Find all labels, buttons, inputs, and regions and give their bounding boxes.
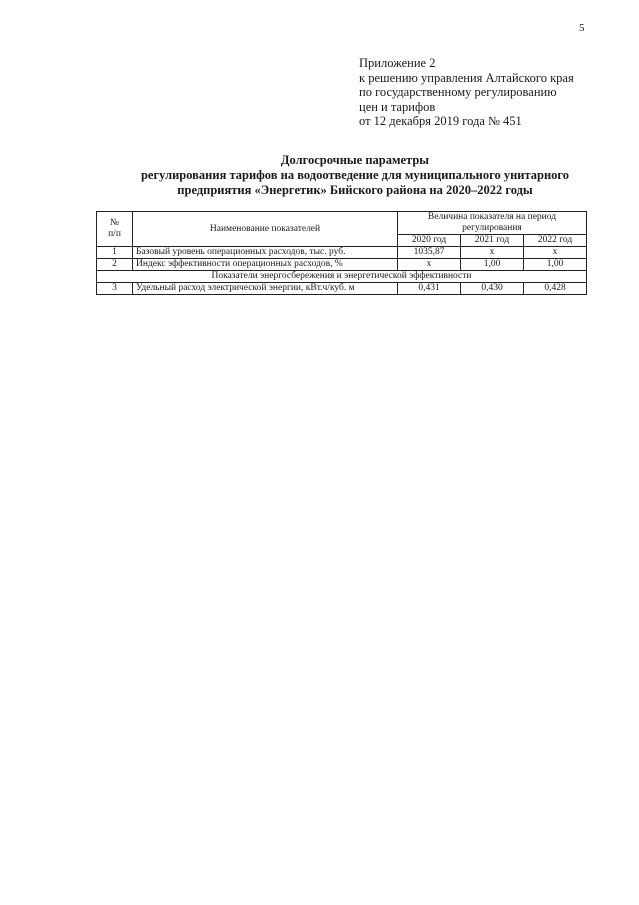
row-value: x [461,247,524,259]
header-year-cell: 2022 год [524,235,587,247]
row-num: 1 [97,247,133,259]
header-period-line: регулирования [462,223,522,233]
header-year-cell: 2020 год [398,235,461,247]
header-period-cell [398,212,587,235]
row-value: 1,00 [524,259,587,271]
title-line: предприятия «Энергетик» Бийского района на 2020–2022 годы [177,183,533,197]
section-heading: Показатели энергосбережения и энергетической эффективности [97,271,587,283]
appendix-line: цен и тарифов [359,99,436,114]
header-num-line: п/п [108,229,121,239]
page-number: 5 [579,22,585,34]
header-num-line: № [109,218,120,228]
row-value: 0,428 [524,283,587,295]
row-name: Индекс эффективности операционных расходов, % [133,259,398,271]
row-num: 2 [97,259,133,271]
row-value: x [524,247,587,259]
table-row [97,283,587,295]
row-value: x [398,259,461,271]
row-value: 1035,87 [398,247,461,259]
table-section-row [97,271,587,283]
table-row [97,247,587,259]
row-value: 1,00 [461,259,524,271]
appendix-line: от 12 декабря 2019 года № 451 [359,114,522,128]
title-line: регулирования тарифов на водоотведение для муниципального унитарного [140,168,570,182]
appendix-block [359,56,574,129]
row-name: Базовый уровень операционных расходов, тыс. руб. [133,247,398,259]
header-period-line: Величина показателя на период [427,212,557,222]
parameters-table [96,211,587,295]
header-year-cell: 2021 год [461,235,524,247]
row-value: 0,431 [398,283,461,295]
appendix-line: по государственному регулированию [359,85,557,99]
header-num-cell [97,212,133,247]
table-header-row [97,212,587,235]
header-name-cell: Наименование показателей [133,212,398,247]
table-row [97,259,587,271]
appendix-line: Приложение 2 [359,56,436,70]
row-value: 0,430 [461,283,524,295]
document-title [100,153,610,198]
row-name: Удельный расход электрической энергии, кВт.ч/куб. м [133,283,398,295]
title-line: Долгосрочные параметры [280,153,430,167]
appendix-line: к решению управления Алтайского края [359,70,574,85]
row-num: 3 [97,283,133,295]
